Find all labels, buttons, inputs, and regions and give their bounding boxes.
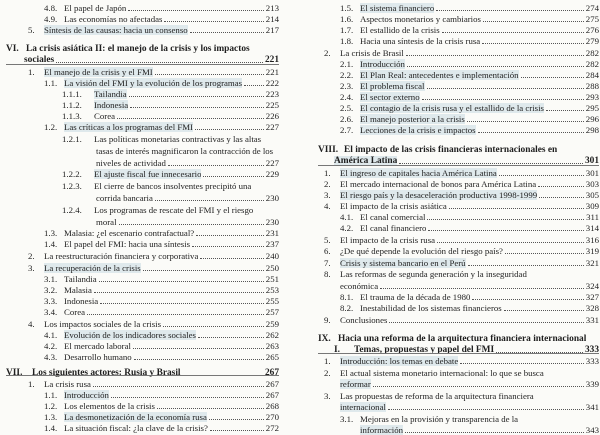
dot-leader [422,99,584,100]
dot-leader [195,129,264,130]
dot-leader [196,235,264,236]
entry-title: Las políticas monetarias contractivas y las altas [94,134,262,144]
dot-leader [483,21,584,22]
entry-title: Lecciones de la crisis e impactos [360,125,476,135]
heading-rule [6,64,279,65]
entry-number: 4.8. [44,3,58,13]
page-number: 223 [265,89,279,99]
entry-number: 7. [324,258,331,268]
entry-number: 4.2. [44,341,58,351]
entry-title: ¿De qué depende la evolución del riesgo país? [340,246,503,256]
dot-leader [405,432,584,433]
page-number: 257 [265,307,279,317]
page-number: 267 [264,368,279,378]
entry-title: reformar [340,379,371,389]
page-number: 309 [585,201,599,211]
page-number: 230 [265,193,279,203]
entry-title: Aspectos monetarios y cambiarios [360,14,481,24]
page-number: 333 [584,345,599,355]
toc-entry [316,221,599,233]
entry-title: El impacto de la crisis asiática [340,201,447,211]
entry-number: 1.7. [340,25,354,35]
toc-entry [316,34,599,46]
heading-rule [6,375,279,376]
entry-title: Las críticas a los programas del FMI [64,122,193,132]
entry-number: 3. [324,391,331,401]
entry-title: La situación fiscal: ¿la clave de la crisis? [64,423,208,433]
entry-number: 1.2.3. [62,181,82,191]
entry-number: 4.2. [340,223,354,233]
page-number: 213 [265,3,279,13]
entry-number: 1.1.3. [62,111,82,121]
dot-leader [505,253,584,254]
entry-title: El actual sistema monetario internacional: lo que se busca [340,368,544,378]
entry-number: 5. [28,25,35,35]
dot-leader [111,397,264,398]
entry-title: El riesgo país y la desaceleración productiva 1998-1999 [340,190,538,200]
entry-title: Tailandia [94,89,127,99]
page-number: 262 [265,330,279,340]
dot-leader [129,96,264,97]
entry-number: 1.2.1. [62,134,82,144]
entry-title: El canal comercial [360,212,426,222]
entry-title: El papel del FMI: hacia una síntesis [64,239,191,249]
entry-title: Evolución de los indicadores sociales [64,330,196,340]
page-number: 276 [585,25,599,35]
entry-number: 1.4. [44,423,58,433]
page-number: 263 [265,341,279,351]
entry-number: 2. [28,251,35,261]
page-number: 305 [585,190,599,200]
toc-entry [316,354,599,366]
entry-title: El estallido de la crisis [360,25,440,35]
heading-rule [318,353,599,354]
dot-leader [482,43,584,44]
toc-entry [316,244,599,256]
entry-title: Malasia [64,285,92,295]
page-number: 316 [585,235,599,245]
dot-leader [155,200,264,201]
entry-number: 8.1. [340,292,354,302]
dot-leader [94,292,264,293]
entry-number: 2. [324,179,331,189]
entry-number: 4. [324,201,331,211]
dot-leader [389,322,583,323]
entry-title: El mercado internacional de bonos para América Latina [340,179,537,189]
entry-title: El sector externo [360,92,420,102]
dot-leader [467,121,584,122]
entry-number: 2.5. [340,103,354,113]
entry-title: moral [96,217,117,227]
entry-number: 3. [324,190,331,200]
entry-title: internacional [340,402,386,412]
entry-title: El papel de Japón [64,3,127,13]
dot-leader [119,224,264,225]
dot-leader [504,310,584,311]
page-number: 282 [585,59,599,69]
entry-number: 2.3. [340,81,354,91]
toc-entry [316,301,599,313]
dot-leader [99,281,264,282]
page-number: 296 [585,114,599,124]
toc-entry [0,203,279,215]
entry-number: 1.5. [340,3,354,13]
toc-entry [0,350,279,362]
page-number: 303 [585,179,599,189]
entry-number: 3.2. [44,285,58,295]
entry-number: 1.8. [340,36,354,46]
page-number: 282 [585,48,599,58]
entry-title: Los siguientes actores: Rusia y Brasil [32,368,181,378]
page-number: 227 [265,158,279,168]
toc-entry [316,313,599,325]
entry-title: El cierre de bancos insolventes precipitó una [94,181,252,191]
entry-title: El Plan Real: antecedentes e implementación [360,70,519,80]
entry-title: Hacia una reforma de la arquitectura financiera internacional [338,334,587,344]
page-number: 250 [265,263,279,273]
page-number: 230 [265,217,279,227]
page-number: 255 [265,296,279,306]
page-number: 237 [265,239,279,249]
entry-title: Las propuestas de reforma de la arquitectura financiera [340,391,534,401]
page-number: 268 [265,401,279,411]
entry-title: sociales [24,55,55,65]
entry-number: 2.1. [340,59,354,69]
dot-leader [538,186,584,187]
entry-number: 2. [324,368,331,378]
dot-leader [427,88,584,89]
entry-number: 1.2. [44,401,58,411]
entry-number: 4.1. [340,212,354,222]
entry-title: El ingreso de capitales hacia América Latina [340,168,497,178]
dot-leader [117,118,264,119]
dot-leader [468,265,584,266]
entry-title: El manejo posterior a la crisis [360,114,465,124]
entry-number: 4.1. [44,330,58,340]
entry-title: económica [340,281,379,291]
toc-entry [0,305,279,317]
dot-leader [198,337,264,338]
page-number: 341 [585,402,599,412]
entry-number: 8. [324,269,331,279]
entry-title: La crisis de Brasil [340,48,404,58]
entry-title: El manejo de la crisis y el FMI [44,67,153,77]
entry-title: Las reformas de segunda generación y la inseguridad [340,269,527,279]
page-number: 267 [265,379,279,389]
entry-title: Los impactos sociales de la crisis [44,319,162,329]
entry-title: Indonesia [94,100,129,110]
page-number: 265 [265,352,279,362]
dot-leader [244,85,264,86]
page-number: 222 [265,78,279,88]
page-number: 225 [265,100,279,110]
dot-leader [436,10,584,11]
entry-title: El contagio de la crisis rusa y el estallido de la crisis [360,103,544,113]
page-number: 240 [265,251,279,261]
page-number: 251 [265,274,279,284]
entry-title: Mejoras en la provisión y transparencia de la [360,414,519,424]
page-number: 327 [585,292,599,302]
entry-title: La crisis rusa [44,379,91,389]
entry-title: El impacto de las crisis financieras internacionales en [344,145,558,155]
entry-number: 6. [324,246,331,256]
entry-number: 4.3. [44,352,58,362]
entry-number: 1.2.2. [62,169,82,179]
entry-number: 2.4. [340,92,354,102]
page-number: 221 [265,67,279,77]
entry-title: La visión del FMI y la evolución de los programas [64,78,243,88]
toc-entry [0,23,279,35]
entry-title: Los programas de rescate del FMI y el riesgo [94,205,254,215]
entry-number: I. [334,345,340,355]
entry-title: tasas de interés magnificaron la contracción de los [96,146,274,156]
entry-number: IX. [318,334,331,344]
dot-leader [380,288,584,289]
toc-entry [316,123,599,135]
toc-entry [316,400,599,412]
entry-number: 1. [324,356,331,366]
page-number: 298 [585,125,599,135]
entry-number: 3.3. [44,296,58,306]
dot-leader [87,314,264,315]
dot-leader [442,32,584,33]
dot-leader [163,326,264,327]
page-number: 253 [265,285,279,295]
entry-number: 2.6. [340,114,354,124]
entry-title: niveles de actividad [96,158,166,168]
entry-number: 1.1.1. [62,89,82,99]
page-number: 214 [265,14,279,24]
entry-number: 1. [28,67,35,77]
dot-leader [130,107,264,108]
entry-title: Los elementos de la crisis [64,401,155,411]
entry-number: 1.4. [44,239,58,249]
entry-number: 1.3. [44,412,58,422]
entry-title: Indonesia [64,296,99,306]
heading-rule [318,165,599,166]
entry-title: La crisis asiática II: el manejo de la crisis y los impactos [26,44,250,54]
entry-title: Inestabilidad de los sistemas financieros [360,303,502,313]
entry-number: 1.3. [44,228,58,238]
entry-number: 1.1. [44,390,58,400]
page-number: 288 [585,81,599,91]
dot-leader [427,219,584,220]
page-number: 321 [585,258,599,268]
page-number: 331 [585,315,599,325]
page-number: 226 [265,111,279,121]
toc-entry [0,120,279,132]
entry-title: Crisis y sistema bancario en el Perú [340,258,466,268]
entry-title: Desarrollo humano [64,352,132,362]
entry-title: El impacto de la crisis rusa [340,235,436,245]
toc-entry [0,249,279,261]
dot-leader [373,386,584,387]
dot-leader [203,176,263,177]
entry-number: 1.1. [44,78,58,88]
page-number: 279 [585,36,599,46]
entry-number: 4. [28,319,35,329]
entry-title: Corea [94,111,116,121]
entry-title: La recuperación de la crisis [44,263,141,273]
entry-title: Introducción: los temas en debate [340,356,459,366]
page-number: 270 [265,412,279,422]
page-number: 217 [265,25,279,35]
entry-number: 3.4. [44,307,58,317]
page-number: 227 [265,122,279,132]
page-number: 259 [265,319,279,329]
toc-entry [0,191,279,203]
entry-number: 2.2. [340,70,354,80]
entry-number: 1.2. [44,122,58,132]
entry-number: 8.2. [340,303,354,313]
toc-entry [0,132,279,144]
dot-leader [546,110,584,111]
toc-entry [0,421,279,433]
entry-title: Introducción [64,390,109,400]
entry-number: 3.1. [44,274,58,284]
entry-number: 9. [324,315,331,325]
dot-leader [428,230,583,231]
dot-leader [56,62,263,63]
entry-title: El sistema financiero [360,3,435,13]
dot-leader [143,270,264,271]
entry-title: información [360,425,403,435]
page-number: 274 [585,3,599,13]
entry-number: 1.1.2. [62,100,82,110]
entry-title: Corea [64,307,86,317]
dot-leader [128,10,264,11]
toc-entry [0,237,279,249]
page-number: 267 [265,390,279,400]
dot-leader [200,258,263,259]
entry-title: La desmonetización de la economía rusa [64,412,207,422]
entry-number: VII. [6,368,23,378]
toc-entry [316,267,599,279]
dot-leader [133,348,264,349]
page-number: 284 [585,70,599,80]
dot-leader [499,175,584,176]
dot-leader [134,359,264,360]
page-number: 301 [584,156,599,166]
entry-title: Las economías no afectadas [64,14,163,24]
dot-leader [210,430,264,431]
toc-entry [0,144,279,156]
entry-number: 1. [28,379,35,389]
page-number: 221 [264,55,279,65]
page-number: 229 [265,169,279,179]
entry-title: Síntesis de las causas: hacia un consenso [44,25,188,35]
page-number: 293 [585,92,599,102]
entry-number: 1.6. [340,14,354,24]
page-number: 272 [265,423,279,433]
page-number: 295 [585,103,599,113]
dot-leader [190,32,264,33]
entry-title: El canal financiero [360,223,427,233]
entry-title: El problema fiscal [360,81,425,91]
dot-leader [93,386,264,387]
page-number: 328 [585,303,599,313]
entry-title: El ajuste fiscal fue innecesario [94,169,202,179]
dot-leader [407,66,584,67]
dot-leader [157,408,264,409]
entry-number: VI. [6,44,19,54]
toc-entry [0,179,279,191]
dot-leader [406,55,584,56]
entry-title: Tailandia [64,274,97,284]
page-number: 301 [585,168,599,178]
dot-leader [399,163,583,164]
dot-leader [155,74,264,75]
entry-title: El trauma de la década de 1980 [360,292,471,302]
entry-title: Conclusiones [340,315,388,325]
entry-number: 1. [324,168,331,178]
page-number: 343 [585,425,599,435]
entry-title: El mercado laboral [64,341,131,351]
entry-title: La reestructuración financiera y corporativa [44,251,199,261]
entry-title: corrida bancaria [96,193,153,203]
dot-leader [449,208,584,209]
dot-leader [164,21,263,22]
entry-number: 5. [324,235,331,245]
page-number: 314 [585,223,599,233]
entry-title: Temas, propuestas y papel del FMI [354,345,495,355]
dot-leader [521,77,584,78]
entry-title: Introducción [360,59,405,69]
entry-number: 1.2.4. [62,205,82,215]
entry-number: 3. [28,263,35,273]
toc-entry [0,167,279,179]
page-number: 231 [265,228,279,238]
page-number: 339 [585,379,599,389]
entry-title: Malasia: ¿el escenario contrafactual? [64,228,195,238]
toc-entry [316,377,599,389]
dot-leader [437,242,584,243]
entry-title: América Latina [334,156,398,166]
page-number: 319 [585,246,599,256]
dot-leader [460,363,584,364]
entry-number: VIII. [318,145,339,155]
page-number: 324 [585,281,599,291]
dot-leader [100,303,264,304]
dot-leader [539,197,584,198]
dot-leader [478,132,584,133]
dot-leader [209,419,264,420]
page-number: 311 [586,212,599,222]
toc-entry [316,423,599,435]
dot-leader [168,165,264,166]
page-number: 275 [585,14,599,24]
entry-number: 4.9. [44,14,58,24]
dot-leader [472,299,583,300]
entry-number: 3.1. [340,414,354,424]
entry-title: Hacia una síntesis de la crisis rusa [360,36,481,46]
entry-number: 2.7. [340,125,354,135]
page-number: 333 [585,356,599,366]
entry-number: 2. [324,48,331,58]
dot-leader [192,246,264,247]
